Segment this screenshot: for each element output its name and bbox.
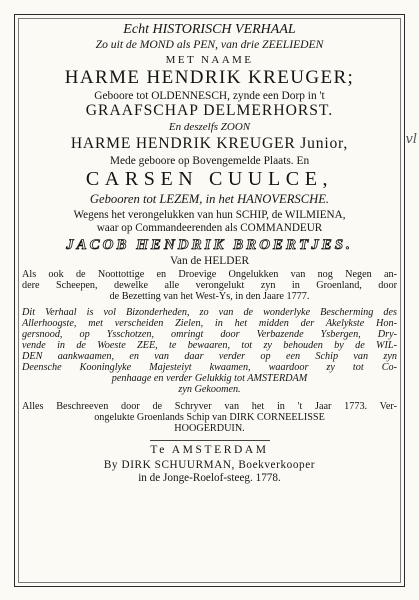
imprint-place: Te AMSTERDAM <box>150 444 269 457</box>
line-6: GRAAFSCHAP DELMERHORST. <box>85 103 334 120</box>
line-5: Geboore tot OLDENNESCH, zynde een Dorp in 't <box>94 90 325 103</box>
margin-annotation: vl <box>405 132 417 147</box>
line-22: vende in de Woeste ZEE, te bewaaren, tot zy behouden by de WIL- <box>22 340 397 352</box>
line-19: Dit Verhaal is vol Bizonderheden, zo van de wonderlyke Bescherming des <box>22 307 397 319</box>
divider-rule <box>150 440 270 441</box>
line-29: HOOGERDUIN. <box>174 423 245 435</box>
line-2: Zo uit de MOND als PEN, van drie ZEELIEDEN <box>95 39 324 52</box>
line-1: Echt HISTORISCH VERHAAL <box>123 22 296 37</box>
line-10-name: CARSEN CUULCE, <box>85 169 334 191</box>
line-17: dere Scheepen, dewelke alle verongelukt zyn in Groenland, door <box>22 280 397 292</box>
line-7: En deszelfs ZOON <box>168 122 251 134</box>
line-9: Mede geboore op Bovengemelde Plaats. En <box>109 154 310 167</box>
line-20: Allerhoogste, met verscheiden Zielen, in het midden der Akelykste Hon- <box>22 318 397 330</box>
line-27: Alles Beschreeven door de Schryver van het in 't Jaar 1773. Ver- <box>22 401 397 413</box>
line-13: waar op Commandeerenden als COMMANDEUR <box>96 222 323 235</box>
line-15: Van de HELDER <box>169 254 250 267</box>
line-14-commander: JACOB HENDRIK BROERTJES. <box>66 236 353 253</box>
line-25: penhaage en verder Gelukkig tot AMSTERDAM <box>111 373 308 385</box>
line-4-name: HARME HENDRIK KREUGER; <box>64 67 355 88</box>
imprint-publisher: By DIRK SCHUURMAN, Boekverkooper <box>103 458 316 471</box>
line-24: Deensche Kooninglyke Majesteiyt kwaamen, waardoor zy tot Co- <box>22 362 397 374</box>
line-3: MET NAAME <box>165 54 254 66</box>
line-28: ongelukte Groenlands Schip van DIRK CORNEELISSE <box>94 412 325 424</box>
line-18: de Bezetting van het West-Ys, in den Jaare 1777. <box>109 291 310 303</box>
line-21: gersnood, op Ysschotzen, omringt door Verbazende Ysbergen, Dry- <box>22 329 397 341</box>
line-12: Wegens het verongelukken van hun SCHIP, de WILMIENA, <box>73 209 346 222</box>
line-23: DEN aankwaamen, en van daar verder op een Schip van zyn <box>22 351 397 363</box>
line-16: Als ook de Noottottige en Droevige Ongelukken van nog Negen an- <box>22 269 397 281</box>
imprint-address: in de Jonge-Roelof-steeg. 1778. <box>138 471 281 484</box>
line-11: Gebooren tot LEZEM, in het HANOVERSCHE. <box>89 192 330 206</box>
line-8-name: HARME HENDRIK KREUGER Junior, <box>70 136 349 153</box>
line-26: zyn Gekoomen. <box>178 384 241 396</box>
title-text-block <box>22 20 397 484</box>
